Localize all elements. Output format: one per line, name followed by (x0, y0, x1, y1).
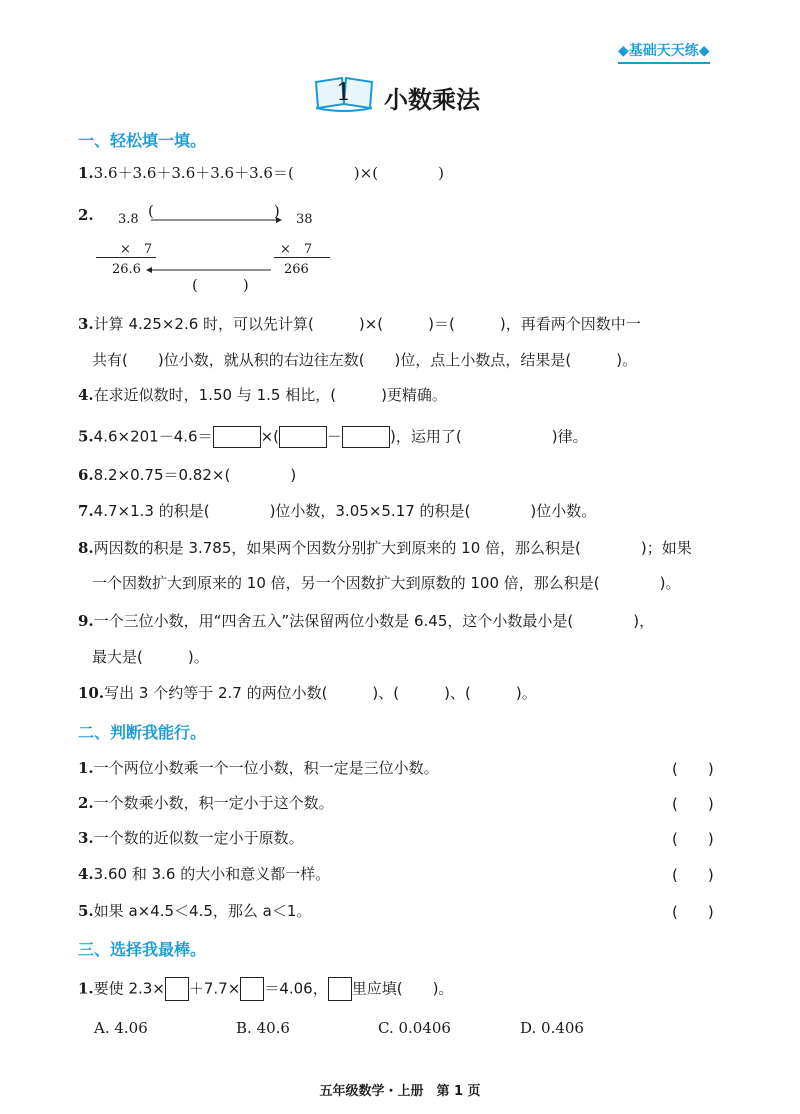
lesson-number: 1 (336, 78, 352, 106)
judge-answer-1[interactable]: ( ) (672, 760, 714, 778)
answer-box-1[interactable] (213, 426, 261, 448)
question-1-8-line2: 一个因数扩大到原来的 10 倍，另一个因数扩大到原数的 100 倍，那么积是( )。 (92, 574, 681, 592)
judge-item-2: 2.一个数乘小数，积一定小于这个数。 (78, 794, 334, 812)
bottom-answer-blank[interactable]: ( ) (192, 276, 249, 294)
lesson-title (312, 74, 512, 114)
header-tag: ◆基础天天练◆ (618, 40, 710, 64)
question-1-7: 7.4.7×1.3 的积是( )位小数，3.05×5.17 的积是( )位小数。 (78, 502, 597, 520)
question-1-9: 9.一个三位小数，用“四舍五入”法保留两位小数是 6.45，这个小数最小是( )， (78, 612, 655, 630)
judge-answer-4[interactable]: ( ) (672, 866, 714, 884)
right-result: 266 (284, 262, 309, 277)
question-1-8: 8.两因数的积是 3.785，如果两个因数分别扩大到原来的 10 倍，那么积是( )；如果 (78, 539, 692, 557)
judge-answer-5[interactable]: ( ) (672, 903, 714, 921)
multiplication-diagram (96, 200, 346, 300)
judge-answer-2[interactable]: ( ) (672, 795, 714, 813)
answer-box-2[interactable] (279, 426, 327, 448)
section-1-title: 一、轻松填一填。 (78, 131, 207, 150)
judge-item-4: 4.3.60 和 3.6 的大小和意义都一样。 (78, 865, 331, 883)
option-d[interactable]: D. 0.406 (520, 1019, 584, 1037)
left-multiplier: × 7 (120, 242, 153, 257)
lesson-title-text: 小数乘法 (384, 86, 480, 114)
choice-box-3[interactable] (328, 977, 352, 1001)
left-top-number: 3.8 (118, 212, 139, 227)
option-a[interactable]: A. 4.06 (94, 1019, 148, 1037)
question-1-10: 10.写出 3 个约等于 2.7 的两位小数( )、( )、( )。 (78, 684, 537, 702)
question-1-3-line2: 共有( )位小数，就从积的右边往左数( )位，点上小数点，结果是( )。 (92, 351, 638, 369)
choice-box-1[interactable] (165, 977, 189, 1001)
answer-box-3[interactable] (342, 426, 390, 448)
judge-answer-3[interactable]: ( ) (672, 830, 714, 848)
question-1-9-line2: 最大是( )。 (92, 648, 209, 666)
section-3-title: 三、选择我最棒。 (78, 940, 207, 959)
right-top-number: 38 (296, 212, 313, 227)
choice-box-2[interactable] (240, 977, 264, 1001)
question-1-6: 6.8.2×0.75＝0.82×( ) (78, 466, 297, 484)
question-1-5: 5.4.6×201－4.6＝ ×( － )，运用了( )律。 (78, 426, 588, 448)
question-1-2: 2. (78, 206, 94, 224)
judge-item-5: 5.如果 a×4.5＜4.5，那么 a＜1。 (78, 902, 312, 920)
question-1-3: 3.计算 4.25×2.6 时，可以先计算( )×( )＝( )，再看两个因数中一 (78, 315, 641, 333)
page-footer: 五年级数学・上册 第 1 页 (319, 1084, 481, 1099)
section-2-title: 二、判断我能行。 (78, 723, 207, 742)
option-b[interactable]: B. 40.6 (236, 1019, 290, 1037)
choice-question-1: 1.要使 2.3× ＋7.7× ＝4.06， 里应填( )。 (78, 977, 453, 1001)
judge-item-1: 1.一个两位小数乘一个一位小数，积一定是三位小数。 (78, 759, 439, 777)
question-1-4: 4.在求近似数时，1.50 与 1.5 相比，( )更精确。 (78, 386, 447, 404)
left-result: 26.6 (112, 262, 141, 277)
right-multiplier: × 7 (280, 242, 313, 257)
question-1-1: 1.3.6＋3.6＋3.6＋3.6＋3.6＝( )×( ) (78, 164, 444, 182)
top-answer-blank[interactable]: ( ) (148, 202, 280, 220)
option-c[interactable]: C. 0.0406 (378, 1019, 451, 1037)
judge-item-3: 3.一个数的近似数一定小于原数。 (78, 829, 304, 847)
